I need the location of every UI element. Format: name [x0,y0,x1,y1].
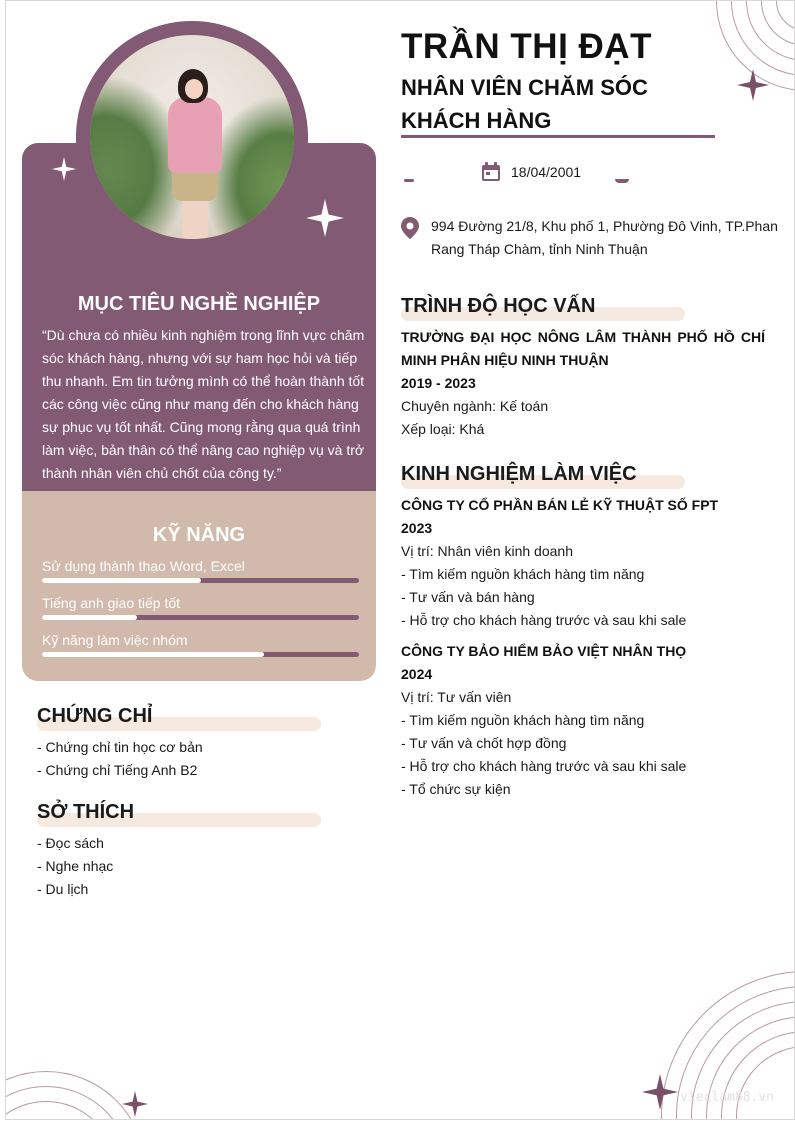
profile-photo [90,35,294,239]
job-task: - Tìm kiếm nguồn khách hàng tìm năng [401,566,645,582]
birthday-value: 18/04/2001 [511,164,582,180]
address-value: 994 Đường 21/8, Khu phố 1, Phường Đô Vinh, TP.Phan Rang Tháp Chàm, tỉnh Ninh Thuận [431,218,778,257]
job-task: - Hỗ trợ cho khách hàng trước và sau khi sale [401,612,687,628]
job-task: - Tìm kiếm nguồn khách hàng tìm năng [401,712,645,728]
certificates-title: CHỨNG CHỈ [37,705,153,727]
list-item: - Đọc sách [37,835,104,851]
list-item: - Chứng chỉ Tiếng Anh B2 [37,762,198,778]
job-position: Vị trí: Tư vấn viên [401,689,512,705]
location-pin-icon [401,217,419,239]
job-title-line1: NHÂN VIÊN CHĂM SÓC [401,75,648,100]
job-task: - Tổ chức sự kiện [401,781,511,797]
objective-title: MỤC TIÊU NGHỀ NGHIỆP [77,293,321,315]
job-year: 2024 [401,666,433,682]
skill-bar [42,578,359,583]
sparkle-icon [122,1091,148,1117]
experience-title: KINH NGHIỆM LÀM VIỆC [401,463,637,485]
school-name: TRƯỜNG ĐẠI HỌC NÔNG LÂM THÀNH PHỐ HỒ CHÍ [401,329,765,345]
skill-level-fill [42,615,137,620]
education-title: TRÌNH ĐỘ HỌC VẤN [401,295,596,317]
hobbies-title: SỞ THÍCH [37,801,135,823]
school-name: MINH PHÂN HIỆU NINH THUẬN [401,352,609,368]
calendar-icon [481,162,501,182]
divider-notch [404,179,414,182]
skill-bar [42,615,359,620]
sparkle-icon [642,1074,678,1110]
name-divider [401,135,715,138]
education-period: 2019 - 2023 [401,375,476,391]
job-task: - Tư vấn và chốt hợp đồng [401,735,567,751]
education-major: Chuyên ngành: Kế toán [401,398,549,414]
job-task: - Tư vấn và bán hàng [401,589,535,605]
watermark: vieclam88.vn [680,1090,774,1105]
list-item: - Du lịch [37,881,89,897]
list-item: - Chứng chỉ tin học cơ bản [37,739,203,755]
full-name: TRẦN THỊ ĐẠT [401,27,652,66]
sparkle-icon [52,157,76,181]
skill-level-fill [42,652,264,657]
cv-page [5,0,795,1120]
skills-title: KỸ NĂNG [152,524,246,546]
skill-level-fill [42,578,201,583]
skill-label: Kỹ năng làm việc nhóm [42,632,188,648]
job-year: 2023 [401,520,433,536]
skill-label: Sử dụng thành thạo Word, Excel [42,558,245,574]
skill-label: Tiếng anh giao tiếp tốt [42,595,181,611]
sparkle-icon [306,199,344,237]
skill-bar [42,652,359,657]
company-name: CÔNG TY CỔ PHẦN BÁN LẺ KỸ THUẬT SỐ FPT [401,497,719,513]
education-grade: Xếp loại: Khá [401,421,485,437]
job-position: Vị trí: Nhân viên kinh doanh [401,543,573,559]
sparkle-icon [737,69,769,101]
list-item: - Nghe nhạc [37,858,114,874]
company-name: CÔNG TY BẢO HIỂM BẢO VIỆT NHÂN THỌ [401,643,687,659]
job-title-line2: KHÁCH HÀNG [401,108,552,133]
objective-text: “Dù chưa có nhiều kinh nghiệm trong lĩnh vực chăm sóc khách hàng, nhưng với sự ham học hỏi và tiếp thu nhanh. Em tin tưởng mình có thể hoàn thành tốt các công việc cũng như mang đến cho khách hàng sự phục vụ tốt nhất. Cũng mong rằng qua quá trình làm việc, bản thân có thể nâng cao nghiệp vụ và trở thành nhân viên chủ chốt của công ty.” [42,327,365,481]
job-task: - Hỗ trợ cho khách hàng trước và sau khi sale [401,758,687,774]
divider-notch [615,179,629,183]
